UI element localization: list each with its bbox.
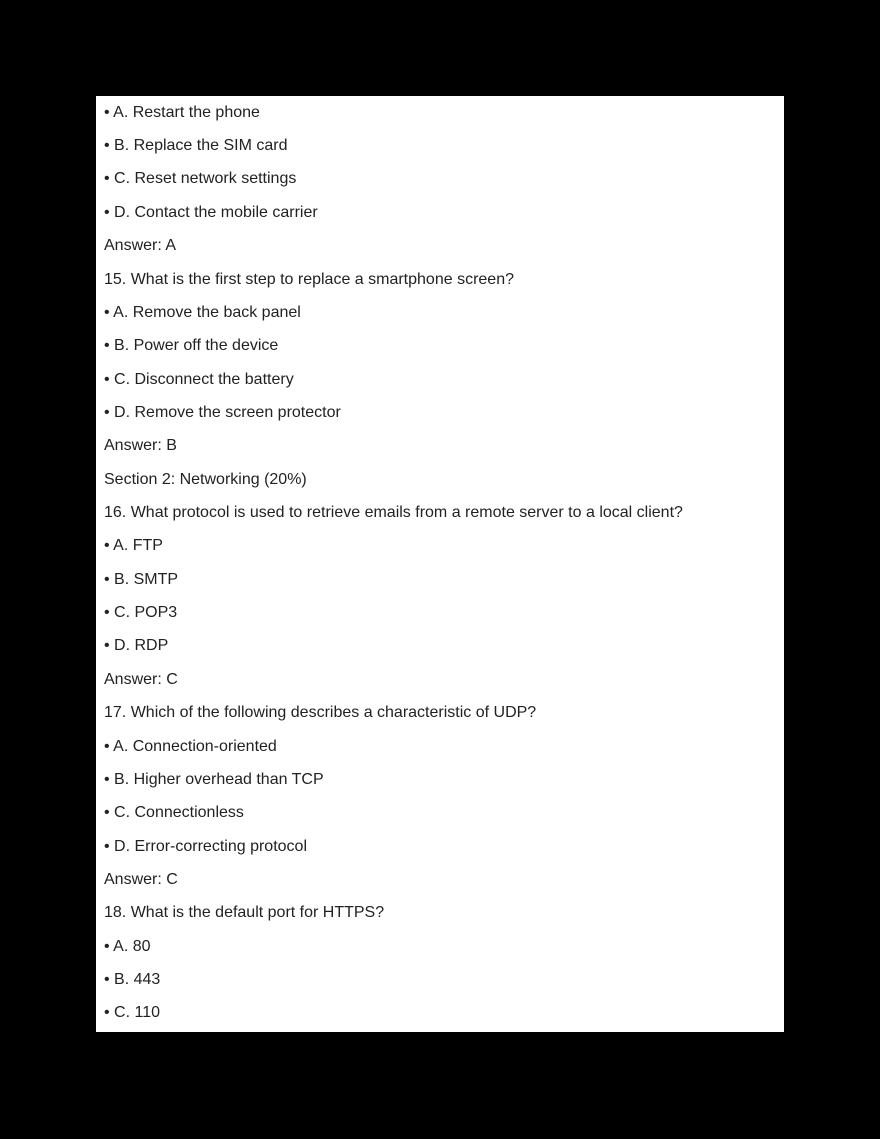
- document-page: [96, 96, 784, 1032]
- option-line: • A. 80: [104, 938, 151, 955]
- option-line: • A. Restart the phone: [104, 104, 260, 121]
- section-heading: Section 2: Networking (20%): [104, 471, 307, 488]
- answer-line: Answer: C: [104, 871, 178, 888]
- question-line: 16. What protocol is used to retrieve emails from a remote server to a local client?: [104, 504, 683, 521]
- option-line: • B. SMTP: [104, 571, 179, 588]
- question-line: 18. What is the default port for HTTPS?: [104, 904, 385, 921]
- option-line: • A. Connection-oriented: [104, 738, 277, 755]
- option-line: • C. 110: [104, 1004, 160, 1021]
- question-line: 17. Which of the following describes a characteristic of UDP?: [104, 704, 537, 721]
- option-line: • B. Higher overhead than TCP: [104, 771, 324, 788]
- question-line: 15. What is the first step to replace a smartphone screen?: [104, 271, 514, 288]
- option-line: • A. Remove the back panel: [104, 304, 301, 321]
- option-line: • B. Replace the SIM card: [104, 137, 288, 154]
- option-line: • D. Error-correcting protocol: [104, 838, 307, 855]
- option-line: • D. Remove the screen protector: [104, 404, 341, 421]
- option-line: • B. Power off the device: [104, 337, 279, 354]
- option-line: • C. Connectionless: [104, 804, 244, 821]
- option-line: • C. POP3: [104, 604, 178, 621]
- answer-line: Answer: B: [104, 437, 177, 454]
- answer-line: Answer: C: [104, 671, 178, 688]
- option-line: • B. 443: [104, 971, 161, 988]
- option-line: • A. FTP: [104, 537, 163, 554]
- option-line: • D. Contact the mobile carrier: [104, 204, 318, 221]
- option-line: • C. Reset network settings: [104, 170, 297, 187]
- option-line: • C. Disconnect the battery: [104, 371, 294, 388]
- answer-line: Answer: A: [104, 237, 177, 254]
- option-line: • D. RDP: [104, 637, 169, 654]
